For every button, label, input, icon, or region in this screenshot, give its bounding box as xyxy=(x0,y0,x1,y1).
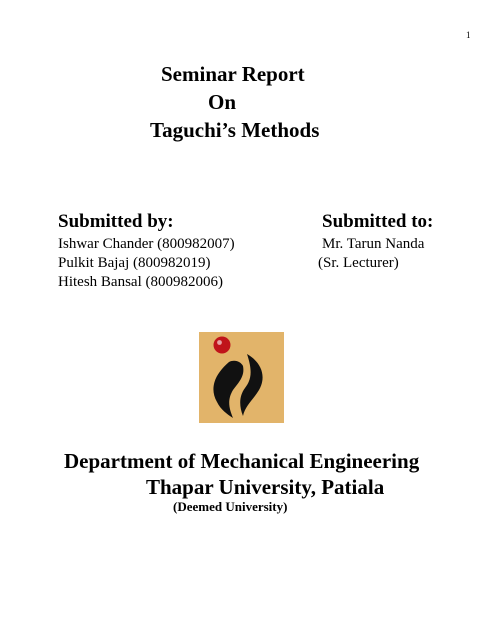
student-name: Hitesh Bansal (800982006) xyxy=(58,274,223,290)
university-status: (Deemed University) xyxy=(173,499,288,514)
report-title-line-3: Taguchi’s Methods xyxy=(150,118,320,142)
logo-dot xyxy=(214,337,231,354)
supervisor-name: Mr. Tarun Nanda xyxy=(322,236,425,252)
department-name: Department of Mechanical Engineering xyxy=(64,449,420,473)
university-logo-icon xyxy=(199,332,284,423)
page-number: 1 xyxy=(466,30,471,40)
submitted-to-heading: Submitted to: xyxy=(322,211,434,232)
report-title-line-2: On xyxy=(208,90,237,114)
supervisor-designation: (Sr. Lecturer) xyxy=(318,255,399,271)
university-name: Thapar University, Patiala xyxy=(146,475,385,499)
student-name: Ishwar Chander (800982007) xyxy=(58,236,235,252)
report-title-line-1: Seminar Report xyxy=(161,62,305,86)
student-name: Pulkit Bajaj (800982019) xyxy=(58,255,211,271)
submitted-by-heading: Submitted by: xyxy=(58,211,174,232)
